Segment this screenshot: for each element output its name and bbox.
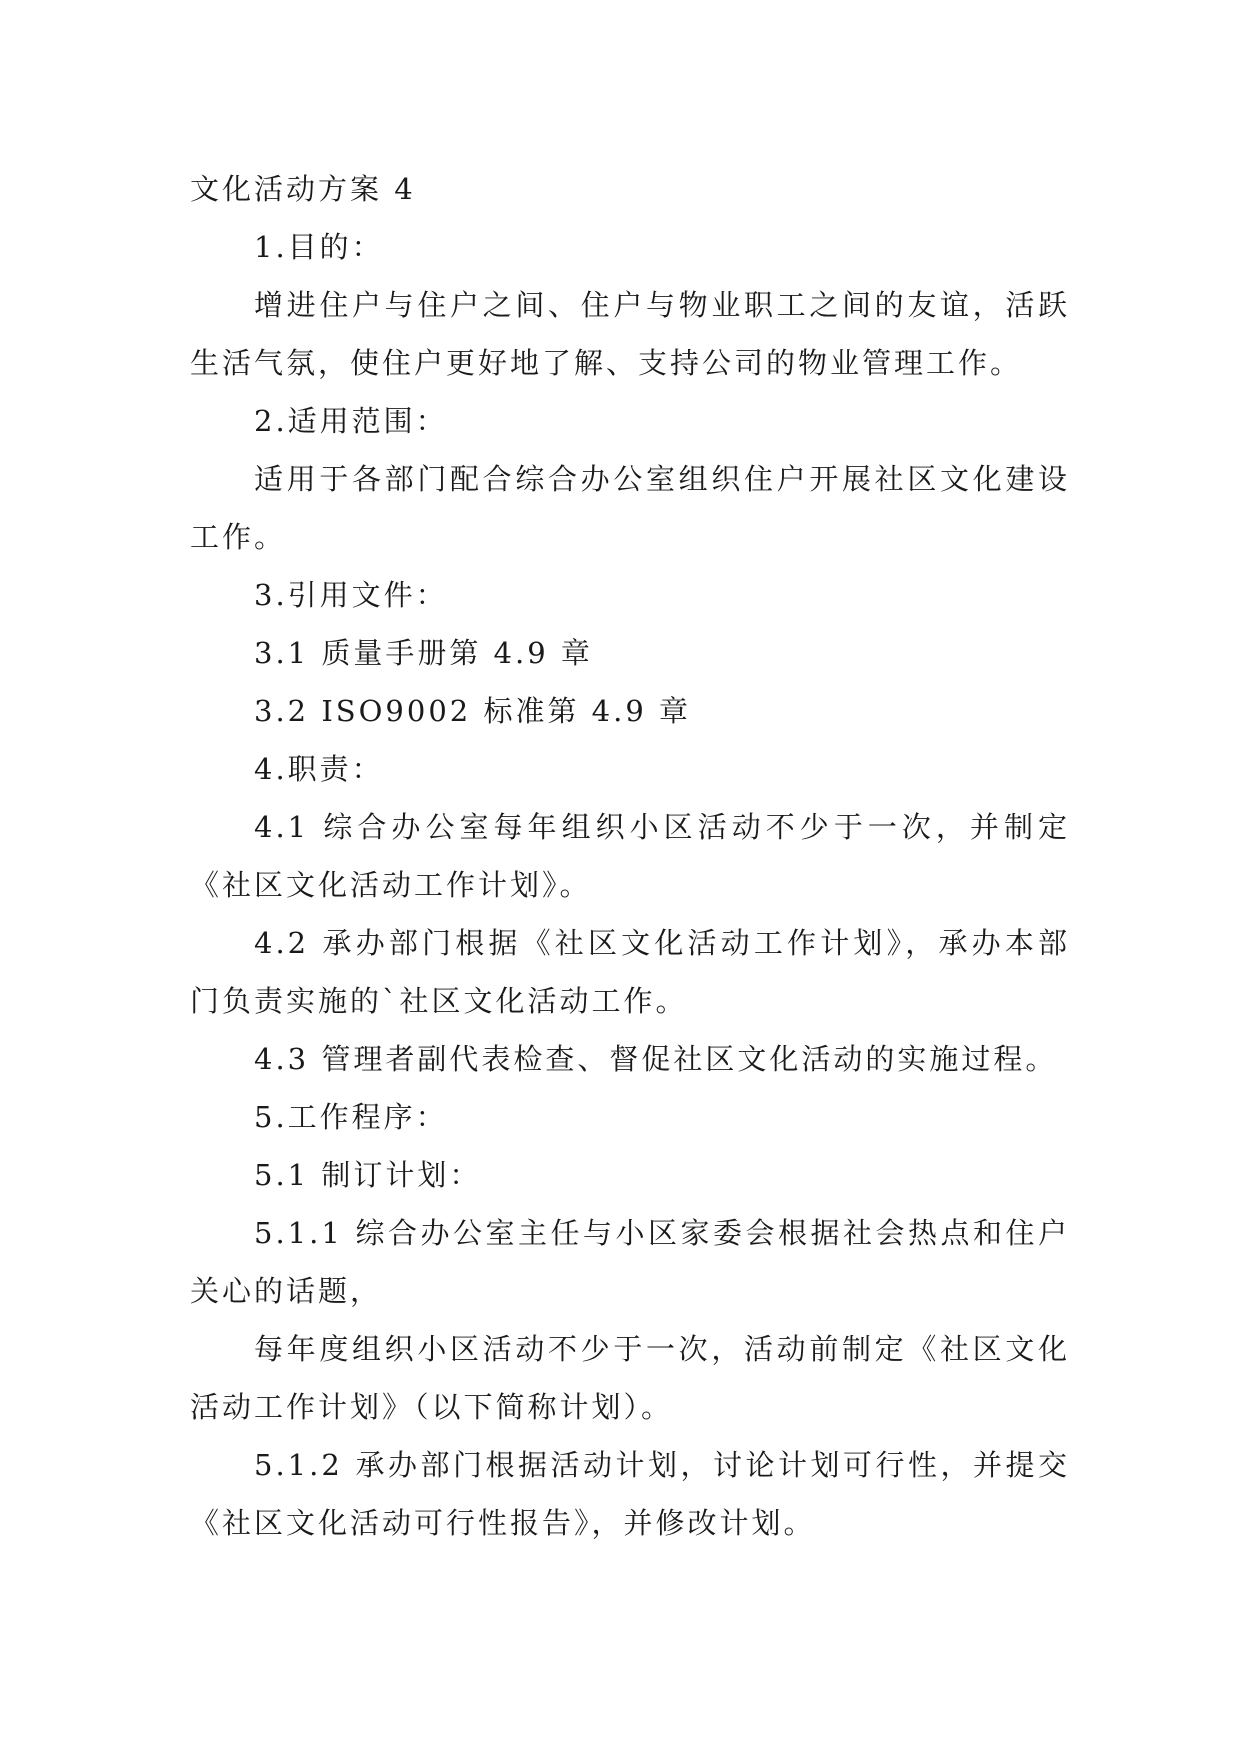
section-heading-purpose: 1.目的： [254, 230, 384, 264]
section-heading-references: 3.引用文件： [254, 578, 448, 612]
procedure-item-2: 5.1.2 承办部门根据活动计划，讨论计划可行性，并提交《社区文化活动可行性报告》，并修改计划。 [190, 1448, 1070, 1540]
reference-item-1: 3.1 质量手册第 4.9 章 [254, 636, 593, 670]
section-heading-procedure: 5.工作程序： [254, 1100, 448, 1134]
document-body [190, 160, 1070, 1552]
procedure-item-1-continued: 每年度组织小区活动不少于一次，活动前制定《社区文化活动工作计划》（以下简称计划）。 [190, 1332, 1070, 1424]
section-heading-scope: 2.适用范围： [254, 404, 448, 438]
scope-paragraph: 适用于各部门配合综合办公室组织住户开展社区文化建设工作。 [190, 462, 1070, 554]
reference-item-2: 3.2 ISO9002 标准第 4.9 章 [254, 694, 692, 728]
document-title: 文化活动方案 4 [190, 172, 416, 206]
procedure-subheading-plan: 5.1 制订计划： [254, 1158, 482, 1192]
procedure-item-1: 5.1.1 综合办公室主任与小区家委会根据社会热点和住户关心的话题， [190, 1216, 1070, 1308]
responsibility-item-3: 4.3 管理者副代表检查、督促社区文化活动的实施过程。 [254, 1042, 1058, 1076]
purpose-paragraph: 增进住户与住户之间、住户与物业职工之间的友谊，活跃生活气氛，使住户更好地了解、支持公司的物业管理工作。 [190, 288, 1070, 380]
responsibility-item-1: 4.1 综合办公室每年组织小区活动不少于一次，并制定《社区文化活动工作计划》。 [190, 810, 1070, 902]
section-heading-responsibilities: 4.职责： [254, 752, 384, 786]
responsibility-item-2: 4.2 承办部门根据《社区文化活动工作计划》，承办本部门负责实施的`社区文化活动工作。 [190, 926, 1070, 1018]
